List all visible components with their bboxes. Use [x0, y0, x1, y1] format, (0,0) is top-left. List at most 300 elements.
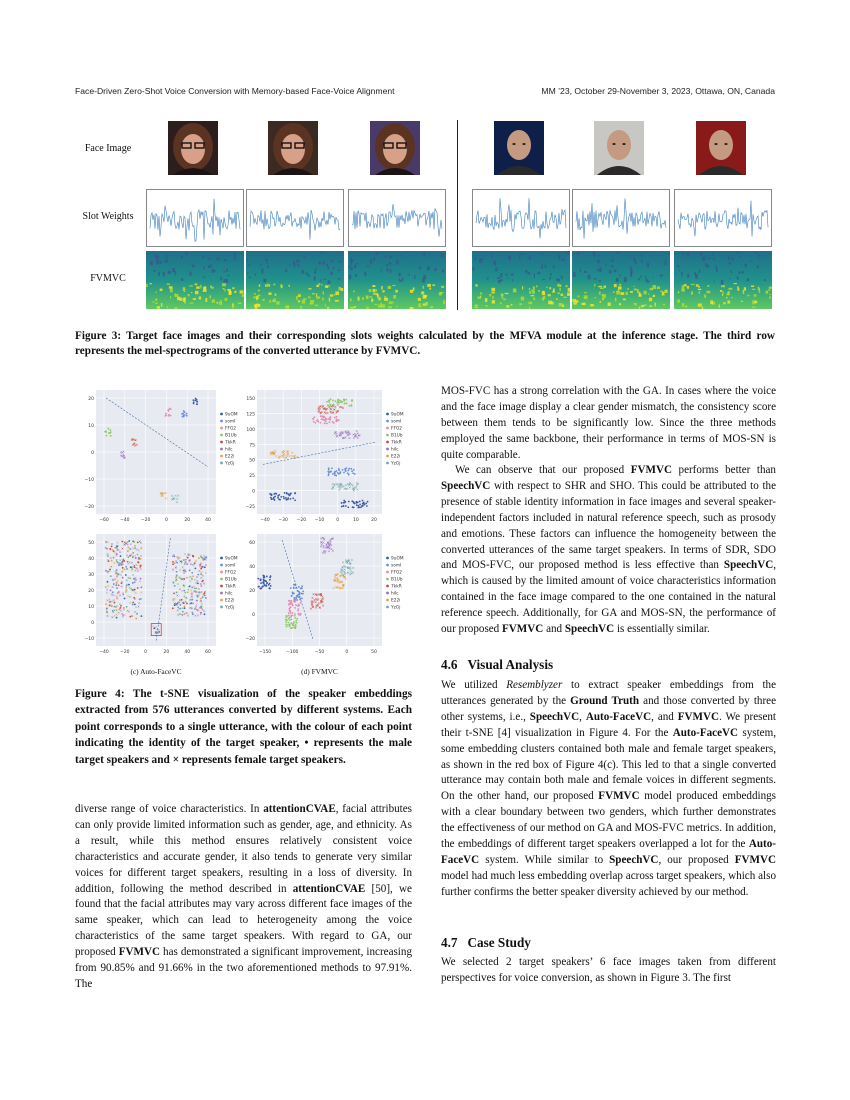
tsne-point [343, 505, 345, 507]
tsne-point [290, 612, 292, 614]
tsne-point [138, 602, 140, 604]
tsne-point [204, 592, 206, 594]
legend-entry [386, 433, 403, 439]
tsne-point [125, 591, 127, 593]
tsne-point [294, 615, 296, 617]
tsne-point [301, 593, 303, 595]
tsne-point [285, 621, 287, 623]
tsne-point [184, 592, 186, 594]
tsne-point [289, 619, 291, 621]
tsne-point [116, 587, 118, 589]
tsne-point [116, 559, 118, 561]
face-image-thumbnail [494, 121, 544, 175]
legend-entry [220, 454, 234, 460]
tsne-point [350, 468, 352, 470]
tsne-point [263, 581, 265, 583]
tsne-point [286, 492, 288, 494]
row-label-slot-weights: Slot Weights [82, 211, 134, 222]
slot-weights-plot [146, 189, 244, 247]
tsne-point [340, 400, 342, 402]
x-tick-label: −40 [99, 650, 109, 655]
tsne-point [260, 587, 262, 589]
tsne-point [201, 581, 203, 583]
tsne-point [200, 583, 202, 585]
svg-text:B1Ub: B1Ub [225, 433, 237, 439]
tsne-point [106, 608, 108, 610]
x-tick-label: 0 [164, 518, 168, 523]
tsne-point [356, 504, 358, 506]
header-venue: MM ’23, October 29-November 3, 2023, Ottawa, ON, Canada [541, 86, 775, 96]
tsne-point [292, 497, 294, 499]
svg-text:7kkR: 7kkR [225, 440, 236, 446]
tsne-point [343, 472, 345, 474]
tsne-point [320, 415, 322, 417]
svg-text:9uOM: 9uOM [225, 412, 238, 418]
tsne-point [153, 627, 155, 629]
svg-text:7kkR: 7kkR [391, 584, 402, 590]
tsne-point [105, 570, 107, 572]
legend-entry [220, 591, 233, 597]
tsne-point [257, 578, 259, 580]
tsne-point [110, 589, 112, 591]
tsne-point [127, 541, 129, 543]
tsne-point [332, 400, 334, 402]
method-speechvc: SpeechVC [723, 559, 774, 572]
tsne-point [192, 556, 194, 558]
tsne-point [110, 575, 112, 577]
legend-entry [386, 591, 399, 597]
mel-spectrogram [348, 251, 446, 309]
method-fvmvc: FVMVC [118, 946, 160, 959]
tsne-point [125, 566, 127, 568]
tsne-point [283, 498, 285, 500]
tsne-point [344, 468, 346, 470]
tsne-point [110, 435, 112, 437]
tsne-point [130, 588, 132, 590]
tsne-point [184, 613, 186, 615]
x-tick-label: 20 [184, 518, 191, 523]
tsne-panel [82, 388, 247, 534]
tsne-point [184, 607, 186, 609]
tsne-point [266, 582, 268, 584]
tsne-point [138, 557, 140, 559]
legend-entry [220, 577, 237, 583]
tsne-point [174, 562, 176, 564]
tsne-point [298, 586, 300, 588]
left-column-paragraph [75, 802, 412, 993]
legend-entry [220, 598, 234, 604]
tsne-point [196, 403, 198, 405]
tsne-point [286, 626, 288, 628]
tsne-point [345, 399, 347, 401]
tsne-point [140, 565, 142, 567]
tsne-point [183, 584, 185, 586]
tsne-point [362, 500, 364, 502]
tsne-point [286, 615, 288, 617]
legend-entry [386, 461, 400, 467]
method-speechvc: SpeechVC [564, 623, 615, 636]
tsne-point [287, 624, 289, 626]
tsne-point [345, 403, 347, 405]
tsne-point [129, 555, 131, 557]
tsne-point [155, 632, 157, 634]
tsne-point [294, 613, 296, 615]
tsne-point [179, 608, 181, 610]
mel-spectrogram [146, 251, 244, 309]
legend-entry [386, 563, 401, 569]
tsne-point [105, 435, 107, 437]
tsne-point [200, 598, 202, 600]
method-speechvc: SpeechVC [529, 710, 580, 723]
tsne-point [134, 604, 136, 606]
tsne-point [186, 603, 188, 605]
tsne-point [297, 595, 299, 597]
tsne-point [135, 557, 137, 559]
tsne-point [293, 587, 295, 589]
text-run: system, some embedding clusters contained both male and female target speakers, as shown in the red box of Figure 4(c). This led to that a single converted utterance may contain both male and female voices in different segments. On the other hand, our proposed [441, 726, 776, 803]
tsne-point [341, 401, 343, 403]
tsne-point [329, 399, 331, 401]
svg-text:hiIc: hiIc [391, 591, 399, 597]
tsne-point [337, 398, 339, 400]
tsne-point [128, 540, 130, 542]
x-tick-label: 40 [184, 650, 191, 655]
method-attentioncvae: attentionCVAE [263, 803, 336, 815]
x-tick-label: 40 [205, 518, 211, 523]
tsne-point [183, 578, 185, 580]
text-run: performs better than [671, 464, 776, 476]
tsne-point [132, 602, 134, 604]
tsne-point [332, 421, 334, 423]
tsne-point [277, 495, 279, 497]
tsne-point [348, 468, 350, 470]
tsne-point [270, 585, 272, 587]
tsne-point [120, 605, 122, 607]
tsne-point [288, 618, 290, 620]
method-speechvc: SpeechVC [609, 853, 659, 866]
text-run: to extract speaker embeddings from the utterances generated by the [441, 679, 776, 707]
tsne-point [182, 611, 184, 613]
tsne-point [302, 590, 304, 592]
tsne-point [119, 562, 121, 564]
tsne-point [292, 627, 294, 629]
x-tick-label: −150 [258, 650, 272, 655]
text-run: . We present their t-SNE [4] visualization in Figure 4. For the [441, 710, 777, 739]
text-run: We utilized [441, 679, 507, 691]
tsne-point [172, 561, 174, 563]
tsne-point [111, 560, 113, 562]
svg-text:E22i: E22i [225, 454, 235, 460]
tsne-point [292, 612, 294, 614]
svg-text:B1Ub: B1Ub [391, 577, 403, 583]
tsne-point [137, 541, 139, 543]
legend-entry [220, 570, 236, 576]
tsne-point [324, 423, 326, 425]
tsne-point [140, 547, 142, 549]
svg-text:E22i: E22i [391, 598, 401, 604]
tsne-point [318, 421, 320, 423]
text-run: model had much less embedding overlap across target speakers, which also further confirms the better speaker diversity achieved by our method. [441, 869, 776, 898]
tsne-point [140, 586, 142, 588]
row-label-fvmvc: FVMVC [90, 273, 126, 284]
tsne-point [184, 411, 186, 413]
tsne-point [344, 403, 346, 405]
svg-text:hiIc: hiIc [225, 591, 233, 597]
section-number: 4.6 [441, 657, 458, 672]
text-run: We can observe that our proposed [455, 464, 631, 476]
tsne-point [137, 554, 139, 556]
y-tick-label: −25 [245, 505, 255, 510]
x-tick-label: −40 [260, 518, 270, 523]
tsne-point [275, 493, 277, 495]
tsne-point [294, 499, 296, 501]
tsne-point [293, 600, 295, 602]
section-4-7-heading [441, 935, 531, 951]
tsne-point [116, 617, 118, 619]
tsne-point [334, 416, 336, 418]
tsne-point [111, 545, 113, 547]
svg-text:FFG2: FFG2 [391, 426, 403, 432]
tsne-point [193, 403, 195, 405]
tsne-point [134, 611, 136, 613]
tsne-point [348, 405, 350, 407]
tsne-point [205, 597, 207, 599]
tsne-point [181, 413, 183, 415]
tsne-point [335, 400, 337, 402]
tsne-point [114, 606, 116, 608]
tsne-point [192, 602, 194, 604]
method-attentioncvae: attentionCVAE [292, 882, 366, 895]
tsne-point [195, 587, 197, 589]
tsne-point [172, 563, 174, 565]
text-run: [50], we found that the facial attributes may vary across different face images of the same speaker, which can lead to heterogeneity among the voice characteristics of the same target speakers. With regard to GA, our proposed [75, 882, 412, 959]
tsne-point [330, 471, 332, 473]
tsne-point [196, 401, 198, 403]
tsne-point [134, 581, 136, 583]
y-tick-label: 40 [249, 565, 255, 570]
tsne-point [165, 415, 167, 417]
x-tick-label: −60 [99, 518, 109, 523]
tsne-point [295, 604, 297, 606]
tsne-point [138, 562, 140, 564]
svg-text:somI: somI [225, 563, 236, 569]
method-fvmvc: FVMVC [630, 464, 672, 476]
tsne-point [116, 545, 118, 547]
tsne-point [189, 569, 191, 571]
legend-entry [386, 447, 399, 453]
text-run: is essentially similar. [614, 623, 710, 636]
tsne-point [328, 401, 330, 403]
tsne-point [294, 607, 296, 609]
tsne-point [106, 611, 108, 613]
slot-weights-plot [348, 189, 446, 247]
tsne-point [353, 502, 355, 504]
tsne-point [127, 547, 129, 549]
legend-entry [220, 461, 234, 467]
tsne-point [291, 602, 293, 604]
tsne-point [313, 416, 315, 418]
legend-entry [386, 577, 403, 583]
tsne-point [353, 506, 355, 508]
tsne-point [328, 471, 330, 473]
method-auto-facevc: Auto-FaceVC [441, 838, 776, 866]
tsne-point [176, 592, 178, 594]
tsne-point [290, 493, 292, 495]
svg-text:B1Ub: B1Ub [391, 433, 403, 439]
tsne-point [299, 598, 301, 600]
svg-text:somI: somI [391, 419, 402, 425]
tsne-point [196, 600, 198, 602]
svg-text:E22i: E22i [225, 598, 235, 604]
svg-text:YzGj: YzGj [225, 461, 235, 467]
tsne-point [266, 576, 268, 578]
tsne-point [328, 467, 330, 469]
tsne-point [183, 596, 185, 598]
tsne-point [183, 602, 185, 604]
tsne-point [367, 501, 369, 503]
legend-entry [386, 419, 401, 425]
tsne-point [358, 506, 360, 508]
legend-entry [220, 563, 235, 569]
tsne-point [114, 547, 116, 549]
tsne-point [135, 618, 137, 620]
tsne-point [347, 470, 349, 472]
tsne-point [122, 567, 124, 569]
tsne-point [299, 592, 301, 594]
tsne-point [342, 502, 344, 504]
svg-text:FFG2: FFG2 [225, 426, 237, 432]
tsne-point [126, 606, 128, 608]
tsne-point [187, 557, 189, 559]
tsne-point [175, 576, 177, 578]
y-tick-label: 0 [252, 489, 255, 495]
tsne-point [121, 586, 123, 588]
tsne-point [345, 470, 347, 472]
tsne-point [168, 415, 170, 417]
tsne-point [168, 410, 170, 412]
x-tick-label: 0 [336, 518, 340, 523]
tsne-point [110, 566, 112, 568]
y-tick-label: −10 [84, 478, 94, 483]
tsne-point [291, 618, 293, 620]
tsne-point [139, 598, 141, 600]
tsne-point [265, 580, 267, 582]
tsne-point [357, 505, 359, 507]
tsne-point [288, 612, 290, 614]
tsne-point [366, 505, 368, 507]
y-tick-label: 20 [249, 589, 255, 594]
tsne-point [181, 599, 183, 601]
tsne-point [341, 502, 343, 504]
tsne-point [361, 505, 363, 507]
tsne-point [122, 563, 124, 565]
method-auto-facevc: Auto-FaceVC [585, 710, 652, 723]
tsne-point [322, 419, 324, 421]
legend-entry [220, 605, 234, 611]
legend-entry [386, 598, 400, 604]
tsne-point [269, 579, 271, 581]
tsne-point [200, 613, 202, 615]
x-tick-label: −10 [314, 518, 325, 523]
section-title: Visual Analysis [467, 657, 554, 672]
tsne-point [185, 601, 187, 603]
svg-text:FFG2: FFG2 [391, 570, 403, 576]
tsne-point [127, 544, 129, 546]
tsne-point [109, 432, 111, 434]
text-run: diverse range of voice characteristics. In [75, 803, 264, 815]
legend-entry [220, 426, 236, 432]
tsne-point [104, 431, 106, 433]
tsne-point [326, 423, 328, 425]
legend-entry [220, 440, 236, 446]
svg-text:somI: somI [225, 419, 236, 425]
tsne-point [192, 613, 194, 615]
method-fvmvc: FVMVC [502, 623, 544, 636]
tsne-point [192, 575, 194, 577]
tsne-point [134, 589, 136, 591]
tsne-point [186, 415, 188, 417]
tsne-point [107, 428, 109, 430]
face-image-thumbnail [696, 121, 746, 175]
right-paragraph-3 [441, 678, 776, 901]
mel-spectrogram [246, 251, 344, 309]
x-tick-label: −30 [278, 518, 288, 523]
y-tick-label: 125 [246, 412, 255, 418]
tsne-point [336, 416, 338, 418]
y-tick-label: 0 [91, 451, 94, 456]
method-speechvc: SpeechVC [441, 479, 491, 492]
tsne-point [183, 414, 185, 416]
tsne-point [197, 574, 199, 576]
tsne-point [359, 503, 361, 505]
row-label-face-image: Face Image [84, 143, 132, 154]
tsne-point [181, 607, 183, 609]
y-tick-label: 60 [249, 541, 255, 546]
tsne-point [107, 581, 109, 583]
svg-text:hiIc: hiIc [225, 447, 233, 453]
tsne-point [109, 429, 111, 431]
tsne-point [312, 418, 314, 420]
tsne-point [329, 421, 331, 423]
tsne-point [337, 419, 339, 421]
svg-text:B1Ub: B1Ub [225, 577, 237, 583]
tsne-point [298, 604, 300, 606]
tsne-point [128, 584, 130, 586]
slot-weights-plot [674, 189, 772, 247]
legend-entry [220, 584, 236, 590]
tsne-point [132, 604, 134, 606]
tsne-point [118, 564, 120, 566]
x-tick-label: −50 [314, 650, 325, 655]
figure-3-divider [457, 120, 458, 310]
tsne-point [187, 589, 189, 591]
tsne-point [288, 495, 290, 497]
tsne-point [129, 616, 131, 618]
tsne-point [204, 613, 206, 615]
tsne-point [285, 619, 287, 621]
x-tick-label: 0 [144, 650, 148, 655]
tsne-point [353, 469, 355, 471]
tsne-point [285, 624, 287, 626]
face-image-thumbnail [268, 121, 318, 175]
tsne-point [296, 618, 298, 620]
tsne-point [176, 575, 178, 577]
svg-text:somI: somI [391, 563, 402, 569]
tsne-point [269, 583, 271, 585]
right-paragraph-4: We selected 2 target speakers’ 6 face images taken from different perspectives for voice conversion, as shown in Figure 3. The first [441, 956, 776, 984]
svg-text:YzGj: YzGj [391, 605, 401, 611]
tsne-point [343, 500, 345, 502]
